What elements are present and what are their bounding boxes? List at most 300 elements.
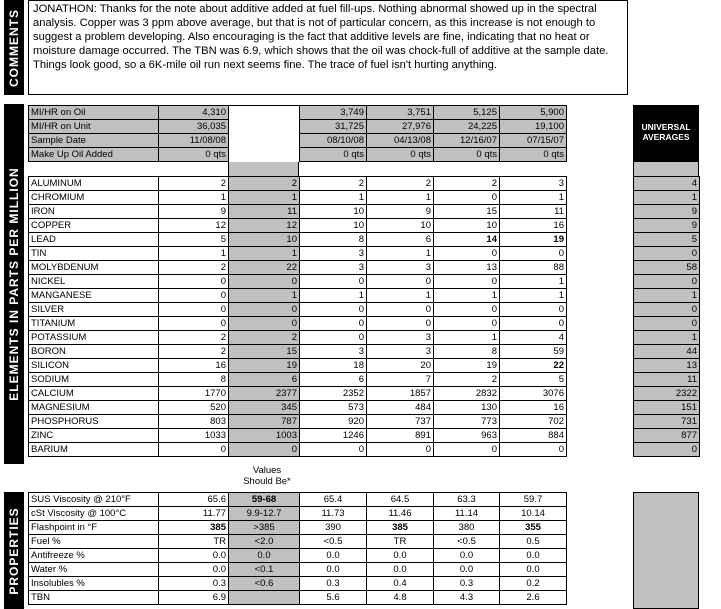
universal-average-value: 0: [634, 303, 700, 317]
element-name: MAGNESIUM: [29, 401, 159, 415]
unit-average-value: 0: [229, 303, 300, 317]
sample-2-value: 3: [367, 331, 434, 345]
element-name: NICKEL: [29, 275, 159, 289]
element-name: ZINC: [29, 429, 159, 443]
current-sample-value: 0: [159, 275, 229, 289]
sample-3-value: 4.3: [434, 591, 500, 605]
universal-average-value: 877: [634, 429, 700, 443]
sample-4-value: 0.2: [500, 577, 567, 591]
sample-1-value: 0: [300, 443, 367, 457]
sample-1-value: 0: [300, 303, 367, 317]
property-row: [29, 563, 567, 577]
sample-1-value: 390: [300, 521, 367, 535]
sample-2-value: 0: [367, 275, 434, 289]
current-sample-value: 0.3: [159, 577, 229, 591]
sample-1-value: 10: [300, 205, 367, 219]
should-be-value: 59-68: [229, 493, 300, 507]
element-row: [29, 205, 567, 219]
sample-1-value: 920: [300, 415, 367, 429]
current-sample-value: 4,310: [159, 106, 229, 120]
sample-2-value: TR: [367, 535, 434, 549]
sample-1-value: 0: [300, 275, 367, 289]
unit-average-value: 15: [229, 345, 300, 359]
sample-1-value: 0: [300, 331, 367, 345]
universal-row: [634, 289, 700, 303]
unit-average-value: 12: [229, 219, 300, 233]
universal-row: [634, 261, 700, 275]
sample-3-value: 963: [434, 429, 500, 443]
element-row: [29, 247, 567, 261]
sample-3-value: 0: [434, 443, 500, 457]
sample-4-value: 88: [500, 261, 567, 275]
sample-3-value: 24,225: [434, 120, 500, 134]
universal-average-value: 11: [634, 373, 700, 387]
sample-3-value: 14: [434, 233, 500, 247]
unit-average-value: 1: [229, 289, 300, 303]
sample-4-value: 702: [500, 415, 567, 429]
unit-average-value: 11: [229, 205, 300, 219]
should-be-value: [229, 591, 300, 605]
sample-2-value: 1: [367, 191, 434, 205]
info-row: [29, 120, 567, 134]
sample-2-value: 0 qts: [367, 148, 434, 162]
sample-1-value: 0.3: [300, 577, 367, 591]
element-row: [29, 233, 567, 247]
current-sample-value: 1: [159, 191, 229, 205]
current-sample-value: 16: [159, 359, 229, 373]
universal-row: [634, 205, 700, 219]
info-row: [29, 134, 567, 148]
sample-4-value: 5: [500, 373, 567, 387]
universal-average-value: 0: [634, 443, 700, 457]
sample-2-value: 737: [367, 415, 434, 429]
universal-row: [634, 331, 700, 345]
sample-2-value: 6: [367, 233, 434, 247]
sample-1-value: 18: [300, 359, 367, 373]
properties-univ-column: [633, 492, 699, 609]
universal-average-value: 1: [634, 331, 700, 345]
sample-4-value: 3076: [500, 387, 567, 401]
sample-4-value: 16: [500, 219, 567, 233]
universal-row: [634, 303, 700, 317]
sample-1-value: <0.5: [300, 535, 367, 549]
info-label: MI/HR on Oil: [29, 106, 159, 120]
sample-3-value: 2832: [434, 387, 500, 401]
should-be-value: >385: [229, 521, 300, 535]
property-name: Flashpoint in °F: [29, 521, 159, 535]
sample-4-value: 0.0: [500, 563, 567, 577]
element-row: [29, 177, 567, 191]
universal-average-value: 44: [634, 345, 700, 359]
current-sample-value: 2: [159, 177, 229, 191]
current-sample-value: TR: [159, 535, 229, 549]
element-name: ALUMINUM: [29, 177, 159, 191]
property-row: [29, 535, 567, 549]
sample-4-value: 16: [500, 401, 567, 415]
sample-3-value: 2: [434, 373, 500, 387]
sample-1-value: 1: [300, 191, 367, 205]
property-name: SUS Viscosity @ 210°F: [29, 493, 159, 507]
universal-average-value: 0: [634, 317, 700, 331]
universal-row: [634, 247, 700, 261]
element-row: [29, 373, 567, 387]
sample-3-value: 13: [434, 261, 500, 275]
universal-row: [634, 275, 700, 289]
element-row: [29, 261, 567, 275]
sample-3-value: 19: [434, 359, 500, 373]
current-sample-value: 8: [159, 373, 229, 387]
element-row: [29, 429, 567, 443]
sample-3-value: 0.3: [434, 577, 500, 591]
property-name: Water %: [29, 563, 159, 577]
sample-4-value: 2.6: [500, 591, 567, 605]
sample-3-value: 0.0: [434, 549, 500, 563]
sample-3-value: 0: [434, 275, 500, 289]
unit-average-value: 0: [229, 443, 300, 457]
sample-2-value: 0.0: [367, 549, 434, 563]
current-sample-value: 2: [159, 261, 229, 275]
sample-4-value: 0: [500, 303, 567, 317]
element-name: TIN: [29, 247, 159, 261]
current-sample-value: 0: [159, 303, 229, 317]
sample-3-value: 1: [434, 331, 500, 345]
unit-average-value: 1003: [229, 429, 300, 443]
sample-2-value: 0: [367, 303, 434, 317]
current-sample-value: 6.9: [159, 591, 229, 605]
unit-average-value: 2377: [229, 387, 300, 401]
sample-2-value: 3: [367, 345, 434, 359]
unit-average-value: 0: [229, 275, 300, 289]
property-row: [29, 507, 567, 521]
sample-3-value: 130: [434, 401, 500, 415]
sample-4-value: 10.14: [500, 507, 567, 521]
unit-avg-spacer: [228, 162, 299, 176]
universal-average-value: 5: [634, 233, 700, 247]
sample-4-value: 3: [500, 177, 567, 191]
universal-row: [634, 317, 700, 331]
element-row: [29, 415, 567, 429]
current-sample-value: 0.0: [159, 549, 229, 563]
info-row: [29, 106, 567, 120]
sample-3-value: 380: [434, 521, 500, 535]
sample-2-value: 64.5: [367, 493, 434, 507]
unit-average-value: 6: [229, 373, 300, 387]
sample-2-value: 7: [367, 373, 434, 387]
universal-averages-header: [633, 105, 699, 162]
sample-1-value: 3: [300, 247, 367, 261]
sample-2-value: 9: [367, 205, 434, 219]
element-name: BARIUM: [29, 443, 159, 457]
universal-average-value: 0: [634, 247, 700, 261]
sample-2-value: 3,751: [367, 106, 434, 120]
sample-2-value: 11.46: [367, 507, 434, 521]
element-name: CHROMIUM: [29, 191, 159, 205]
current-sample-value: 0: [159, 443, 229, 457]
universal-average-value: 1: [634, 191, 700, 205]
universal-average-value: 9: [634, 219, 700, 233]
element-name: MOLYBDENUM: [29, 261, 159, 275]
should-be-value: 0.0: [229, 549, 300, 563]
sample-4-value: 1: [500, 289, 567, 303]
universal-averages-header-text: UNIVERSAL AVERAGES: [641, 122, 691, 142]
sample-4-value: 0: [500, 247, 567, 261]
universal-row: [634, 219, 700, 233]
current-sample-value: 5: [159, 233, 229, 247]
element-row: [29, 359, 567, 373]
property-row: [29, 521, 567, 535]
sample-2-value: 0: [367, 317, 434, 331]
should-be-value: <0.1: [229, 563, 300, 577]
sample-3-value: 0.0: [434, 563, 500, 577]
universal-row: [634, 429, 700, 443]
info-row: [29, 148, 567, 162]
property-row: [29, 577, 567, 591]
sample-1-value: 2352: [300, 387, 367, 401]
sample-4-value: 1: [500, 191, 567, 205]
info-label: Sample Date: [29, 134, 159, 148]
sample-1-value: 08/10/08: [300, 134, 367, 148]
current-sample-value: 803: [159, 415, 229, 429]
current-sample-value: 1: [159, 247, 229, 261]
current-sample-value: 520: [159, 401, 229, 415]
current-sample-value: 2: [159, 331, 229, 345]
current-sample-value: 65.6: [159, 493, 229, 507]
sample-2-value: 04/13/08: [367, 134, 434, 148]
universal-averages-table: [633, 176, 700, 457]
info-label: MI/HR on Unit: [29, 120, 159, 134]
current-sample-value: 12: [159, 219, 229, 233]
sample-2-value: 1857: [367, 387, 434, 401]
current-sample-value: 1033: [159, 429, 229, 443]
sample-1-value: 11.73: [300, 507, 367, 521]
unit-average-value: 787: [229, 415, 300, 429]
sample-4-value: 355: [500, 521, 567, 535]
sample-1-value: 8: [300, 233, 367, 247]
unit-average-value: 1: [229, 247, 300, 261]
element-name: MANGANESE: [29, 289, 159, 303]
comments-label: COMMENTS: [7, 8, 21, 87]
sample-4-value: 59: [500, 345, 567, 359]
sample-3-value: 0: [434, 303, 500, 317]
sample-3-value: 0: [434, 191, 500, 205]
sample-4-value: 4: [500, 331, 567, 345]
property-row: [29, 549, 567, 563]
element-name: PHOSPHORUS: [29, 415, 159, 429]
sample-4-value: 884: [500, 429, 567, 443]
unit-avg-placeholder: [229, 120, 300, 134]
should-be-value: <0.6: [229, 577, 300, 591]
sample-2-value: 1: [367, 247, 434, 261]
sample-4-value: 0: [500, 317, 567, 331]
sample-2-value: 3: [367, 261, 434, 275]
current-sample-value: 0 qts: [159, 148, 229, 162]
sample-2-value: 4.8: [367, 591, 434, 605]
universal-average-value: 2322: [634, 387, 700, 401]
unit-average-value: 2: [229, 177, 300, 191]
sample-1-value: 0.0: [300, 563, 367, 577]
element-name: IRON: [29, 205, 159, 219]
sample-4-value: 07/15/07: [500, 134, 567, 148]
current-sample-value: 385: [159, 521, 229, 535]
sample-3-value: 5,125: [434, 106, 500, 120]
universal-average-value: 4: [634, 177, 700, 191]
unit-average-value: 1: [229, 191, 300, 205]
sample-4-value: 0 qts: [500, 148, 567, 162]
sample-1-value: 10: [300, 219, 367, 233]
universal-row: [634, 401, 700, 415]
universal-average-value: 151: [634, 401, 700, 415]
property-name: Antifreeze %: [29, 549, 159, 563]
element-name: TITANIUM: [29, 317, 159, 331]
universal-row: [634, 345, 700, 359]
sample-4-value: 22: [500, 359, 567, 373]
properties-table: [28, 492, 567, 605]
sample-1-value: 65.4: [300, 493, 367, 507]
sample-3-value: <0.5: [434, 535, 500, 549]
element-row: [29, 331, 567, 345]
universal-row: [634, 233, 700, 247]
sample-1-value: 1: [300, 289, 367, 303]
current-sample-value: 2: [159, 345, 229, 359]
property-name: Insolubles %: [29, 577, 159, 591]
sample-1-value: 0.0: [300, 549, 367, 563]
sample-info-table: [28, 105, 567, 162]
sample-1-value: 0 qts: [300, 148, 367, 162]
universal-average-value: 1: [634, 289, 700, 303]
sample-3-value: 0: [434, 317, 500, 331]
element-row: [29, 317, 567, 331]
element-row: [29, 289, 567, 303]
element-name: SILICON: [29, 359, 159, 373]
current-sample-value: 36,035: [159, 120, 229, 134]
univ-avg-spacer: [633, 162, 699, 176]
info-label: Make Up Oil Added: [29, 148, 159, 162]
sample-3-value: 0: [434, 247, 500, 261]
sample-2-value: 27,976: [367, 120, 434, 134]
unit-avg-placeholder: [229, 134, 300, 148]
comments-text: JONATHON: Thanks for the note about additive added at fuel fill-ups. Nothing abnormal showed up in the spectral analysis. Copper was 3 ppm above average, but that is not of particular concern, as this increase is not enough to suggest a problem developing. Also encouraging is the fact that additive levels are fine, indicating that no heat or moisture damage occurred. The TBN was 6.9, which shows that the oil was chock-full of additive at the sample date. Things look good, so a 6K-mile oil run next seems fine. The trace of fuel isn't hurting anything.: [28, 0, 628, 95]
universal-row: [634, 443, 700, 457]
universal-row: [634, 387, 700, 401]
universal-row: [634, 415, 700, 429]
sample-3-value: 8: [434, 345, 500, 359]
sample-4-value: 0.0: [500, 549, 567, 563]
sample-3-value: 2: [434, 177, 500, 191]
sample-4-value: 11: [500, 205, 567, 219]
sample-3-value: 63.3: [434, 493, 500, 507]
property-name: TBN: [29, 591, 159, 605]
sample-2-value: 385: [367, 521, 434, 535]
sample-1-value: 6: [300, 373, 367, 387]
property-name: Fuel %: [29, 535, 159, 549]
current-sample-value: 0: [159, 289, 229, 303]
elements-label: ELEMENTS IN PARTS PER MILLION: [7, 167, 21, 401]
sample-1-value: 5.6: [300, 591, 367, 605]
element-name: SODIUM: [29, 373, 159, 387]
sample-2-value: 891: [367, 429, 434, 443]
unit-average-value: 22: [229, 261, 300, 275]
universal-average-value: 731: [634, 415, 700, 429]
element-row: [29, 303, 567, 317]
element-name: LEAD: [29, 233, 159, 247]
sample-1-value: 0: [300, 317, 367, 331]
elements-table: [28, 176, 567, 457]
unit-avg-placeholder: [229, 148, 300, 162]
sample-1-value: 3: [300, 345, 367, 359]
sample-2-value: 484: [367, 401, 434, 415]
unit-average-value: 19: [229, 359, 300, 373]
sample-3-value: 773: [434, 415, 500, 429]
sample-2-value: 0: [367, 443, 434, 457]
property-name: cSt Viscosity @ 100°C: [29, 507, 159, 521]
values-should-be-note: Values Should Be*: [243, 465, 291, 487]
element-row: [29, 275, 567, 289]
current-sample-value: 1770: [159, 387, 229, 401]
sample-3-value: 12/16/07: [434, 134, 500, 148]
sample-1-value: 31,725: [300, 120, 367, 134]
unit-average-value: 0: [229, 317, 300, 331]
element-name: POTASSIUM: [29, 331, 159, 345]
sample-4-value: 0.5: [500, 535, 567, 549]
sample-2-value: 20: [367, 359, 434, 373]
property-row: [29, 493, 567, 507]
current-sample-value: 11/08/08: [159, 134, 229, 148]
sample-4-value: 59.7: [500, 493, 567, 507]
unit-average-value: 345: [229, 401, 300, 415]
universal-row: [634, 359, 700, 373]
current-sample-value: 0.0: [159, 563, 229, 577]
sample-1-value: 2: [300, 177, 367, 191]
sample-4-value: 0: [500, 443, 567, 457]
sample-4-value: 19,100: [500, 120, 567, 134]
element-row: [29, 345, 567, 359]
unit-average-value: 2: [229, 331, 300, 345]
should-be-value: <2.0: [229, 535, 300, 549]
current-sample-value: 9: [159, 205, 229, 219]
sample-4-value: 5,900: [500, 106, 567, 120]
current-sample-value: 11.77: [159, 507, 229, 521]
element-row: [29, 219, 567, 233]
sample-3-value: 1: [434, 289, 500, 303]
element-name: CALCIUM: [29, 387, 159, 401]
sample-2-value: 0.4: [367, 577, 434, 591]
universal-average-value: 0: [634, 275, 700, 289]
properties-section-label: [4, 492, 24, 609]
element-name: BORON: [29, 345, 159, 359]
sample-1-value: 573: [300, 401, 367, 415]
sample-3-value: 15: [434, 205, 500, 219]
sample-2-value: 1: [367, 289, 434, 303]
element-row: [29, 443, 567, 457]
should-be-value: 9.9-12.7: [229, 507, 300, 521]
comments-section-label: [4, 0, 24, 95]
property-row: [29, 591, 567, 605]
element-row: [29, 401, 567, 415]
sample-2-value: 2: [367, 177, 434, 191]
sample-4-value: 1: [500, 275, 567, 289]
universal-row: [634, 177, 700, 191]
sample-3-value: 11.14: [434, 507, 500, 521]
sample-2-value: 10: [367, 219, 434, 233]
element-name: COPPER: [29, 219, 159, 233]
sample-4-value: 19: [500, 233, 567, 247]
element-name: SILVER: [29, 303, 159, 317]
universal-row: [634, 191, 700, 205]
universal-average-value: 58: [634, 261, 700, 275]
current-sample-value: 0: [159, 317, 229, 331]
universal-average-value: 9: [634, 205, 700, 219]
sample-3-value: 0 qts: [434, 148, 500, 162]
